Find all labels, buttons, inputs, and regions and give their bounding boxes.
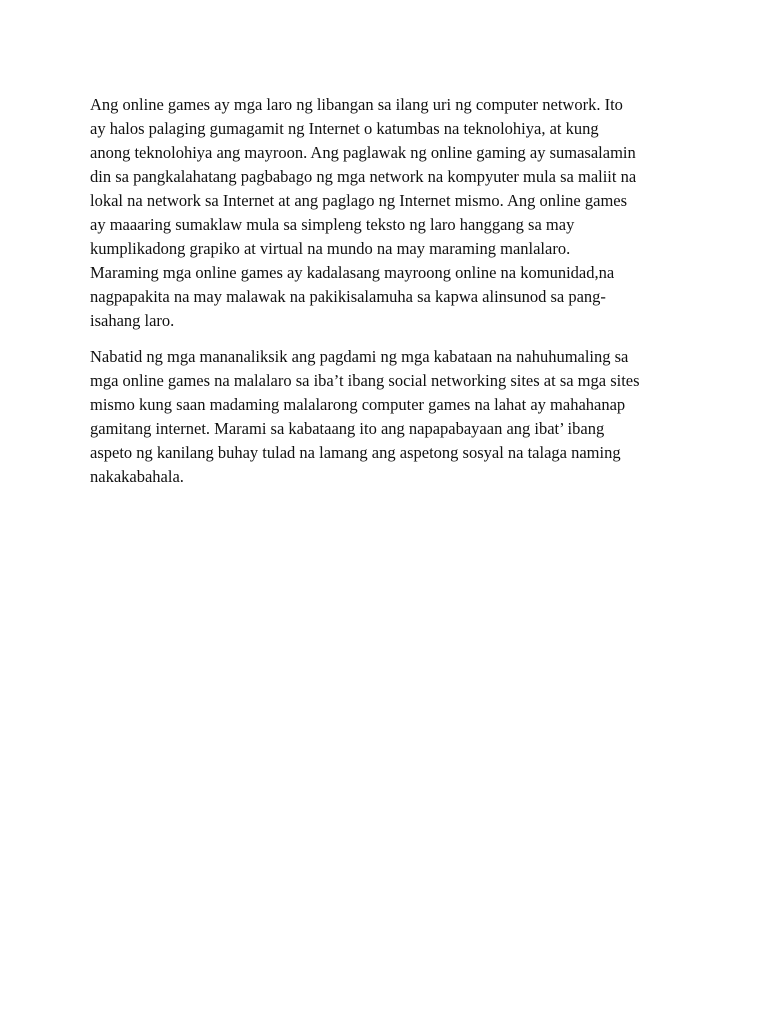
text-line: din sa pangkalahatang pagbabago ng mga network na kompyuter mula sa maliit na xyxy=(90,167,637,186)
text-line: kumplikadong grapiko at virtual na mundo na may maraming manlalaro. xyxy=(90,239,571,258)
paragraph-2 xyxy=(90,345,680,489)
text-line: anong teknolohiya ang mayroon. Ang paglawak ng online gaming ay sumasalamin xyxy=(90,143,636,162)
text-line: ay maaaring sumaklaw mula sa simpleng teksto ng laro hanggang sa may xyxy=(90,215,575,234)
text-line: mismo kung saan madaming malalarong computer games na lahat ay mahahanap xyxy=(90,395,626,414)
text-line: isahang laro. xyxy=(90,311,175,330)
text-line: mga online games na malalaro sa iba’t ibang social networking sites at sa mga sites xyxy=(90,371,640,390)
text-line: lokal na network sa Internet at ang paglago ng Internet mismo. Ang online games xyxy=(90,191,628,210)
text-line: Nabatid ng mga mananaliksik ang pagdami ng mga kabataan na nahuhumaling sa xyxy=(90,347,629,366)
paragraph-1 xyxy=(90,93,680,333)
document-body xyxy=(90,93,680,501)
text-line: Maraming mga online games ay kadalasang mayroong online na komunidad,na xyxy=(90,263,615,282)
text-line: aspeto ng kanilang buhay tulad na lamang ang aspetong sosyal na talaga naming xyxy=(90,443,621,462)
text-line: gamitang internet. Marami sa kabataang ito ang napapabayaan ang ibat’ ibang xyxy=(90,419,605,438)
text-line: nagpapakita na may malawak na pakikisalamuha sa kapwa alinsunod sa pang- xyxy=(90,287,606,306)
text-line: nakakabahala. xyxy=(90,467,184,486)
text-line: Ang online games ay mga laro ng libangan sa ilang uri ng computer network. Ito xyxy=(90,95,623,114)
text-line: ay halos palaging gumagamit ng Internet o katumbas na teknolohiya, at kung xyxy=(90,119,599,138)
